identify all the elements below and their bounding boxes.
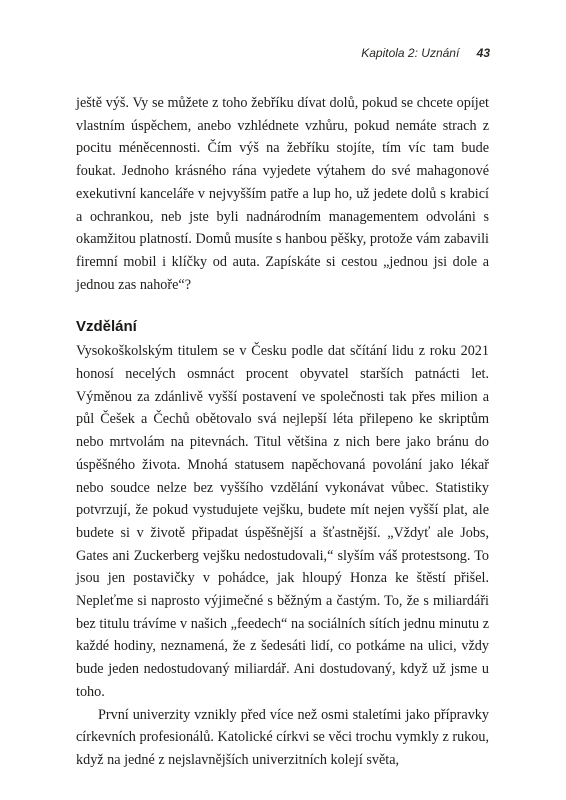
paragraph-education: Vysokoškolským titulem se v Česku podle dat sčítání lidu z roku 2021 honosí necelých osmnáct procent obyvatel starších patnácti let. Výměnou za zdánlivě vyšší postavení ve společnosti tak přes milion a půl Češek a Čechů obětovalo svá nejlepší léta přilepeno ke skriptům nebo mrtvolám na pitevnách. Titul většina z nich bere jako bránu do úspěšného života. Mnohá statusem napěchovaná povolání jako lékař nebo soudce nelze bez vyššího vzdělání vykonávat vůbec. Statistiky potvrzují, že pokud vystudujete vejšku, budete mít nejen vyšší plat, ale budete si v životě připadat úspěšnější a šťastnější. „Vždyť ale Jobs, Gates ani Zuckerberg vejšku nedostudovali,“ slyším váš protestsong. To jsou jen postavičky v pohádce, jak hloupý Honza ke štěstí přišel. Nepleťme si naprosto výjimečné s běžným a častým. To, že s miliardáři bez titulu trávíme v našich „feedech“ na sociálních sítích jednu minutu z každé hodiny, neznamená, že z šedesáti lidí, co potkáme na ulici, vždy bude jeden nedostudovaný miliardář. Ani dostudovaný, když už jsme u toho. [76, 343, 489, 700]
section-heading: Vzdělání [76, 318, 137, 336]
running-head [361, 46, 490, 60]
body-text [76, 92, 489, 772]
paragraph-continuation: ještě výš. Vy se můžete z toho žebříku dívat dolů, pokud se chcete opíjet vlastním úspěchem, anebo vzhlédnete vzhůru, pokud nemáte strach z pocitu méněcennosti. Čím výš na žebříku stojíte, tím víc tam bude foukat. Jednoho krásného rána vyjedete výtahem do své mahagonové exekutivní kanceláře v nejvyšším patře a lup ho, už jedete dolů s krabicí a ochrankou, neb jste byli nadnárodním managementem odvoláni s okamžitou platností. Domů musíte s hanbou pěšky, protože vám zabavili firemní mobil i klíčky od auta. Zapískáte si cestou „jednou jsi dole a jednou zas nahoře“? [76, 95, 489, 293]
chapter-title: Kapitola 2: Uznání [361, 46, 460, 60]
paragraph-universities: První univerzity vznikly před více než osmi staletími jako přípravky církevních profesionálů. Katolické církvi se věci trochu vymkly z rukou, když na jedné z nejslavnějších univerzitních kolejí světa, [76, 706, 489, 768]
page-number: 43 [476, 46, 490, 60]
